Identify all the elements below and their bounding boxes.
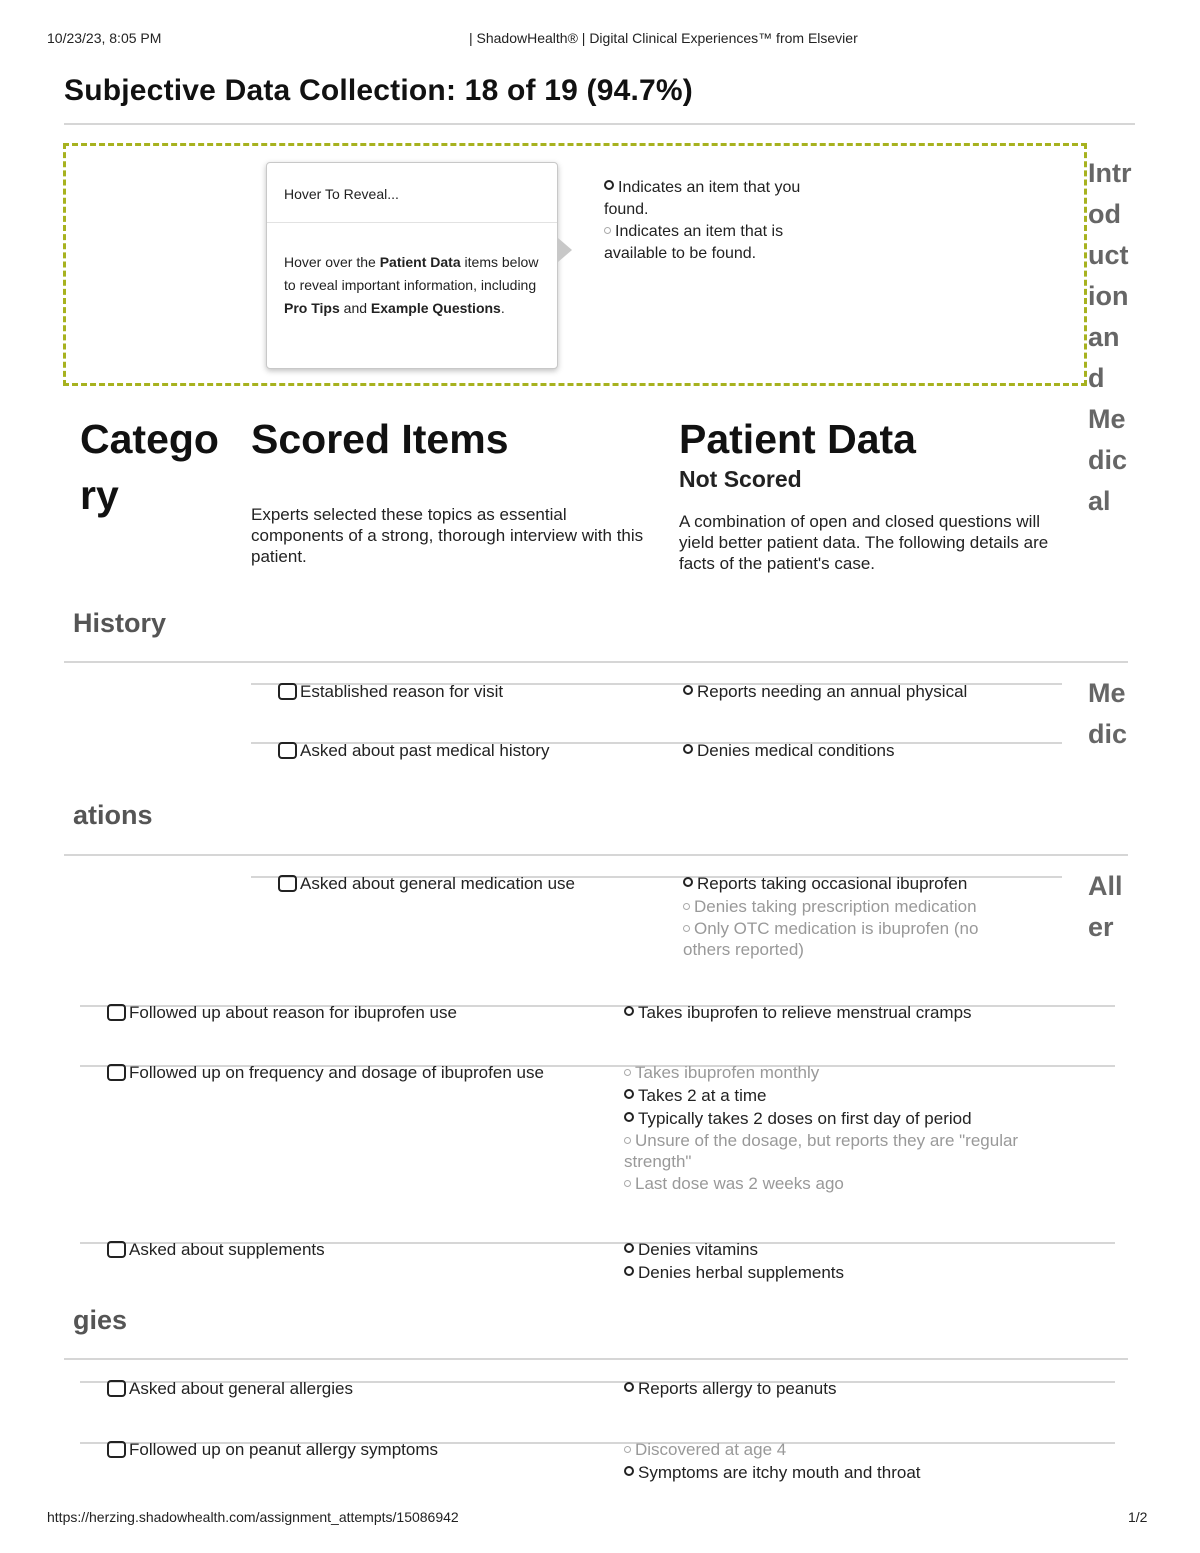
section-divider: [64, 854, 1128, 856]
scored-items-header: Scored Items: [251, 416, 509, 462]
scored-item[interactable]: Asked about supplements: [107, 1238, 325, 1261]
checkbox-icon: [107, 1004, 126, 1021]
side-label-allergies: Aller: [1088, 871, 1123, 942]
legend-key: [604, 177, 804, 265]
patient-data-item[interactable]: Last dose was 2 weeks ago: [624, 1172, 1064, 1195]
patient-data-item[interactable]: Typically takes 2 doses on first day of period: [624, 1107, 1064, 1130]
patient-data-item[interactable]: Discovered at age 4: [624, 1438, 921, 1461]
patient-data-item[interactable]: Only OTC medication is ibuprofen (no others reported): [683, 919, 979, 959]
section-history: History: [73, 608, 167, 638]
checkbox-icon: [278, 742, 297, 759]
found-dot-icon: [683, 744, 693, 754]
patient-data-list[interactable]: [683, 872, 1013, 960]
patient-data-description: A combination of open and closed questions will yield better patient data. The following details are facts of the patient's case.: [679, 512, 1049, 573]
available-dot-icon: [683, 925, 690, 932]
print-datetime: 10/23/23, 8:05 PM: [47, 30, 162, 46]
print-url: https://herzing.shadowhealth.com/assignment_attempts/15086942: [47, 1509, 459, 1525]
found-dot-icon: [624, 1382, 634, 1392]
patient-data-list[interactable]: [624, 1001, 972, 1024]
found-dot-icon: [683, 685, 693, 695]
print-page-title: | ShadowHealth® | Digital Clinical Experiences™ from Elsevier: [469, 30, 858, 46]
print-page-number: 1/2: [1128, 1509, 1148, 1525]
found-dot-icon: [624, 1466, 634, 1476]
patient-data-item[interactable]: Takes 2 at a time: [624, 1084, 1064, 1107]
patient-data-item[interactable]: Reports allergy to peanuts: [624, 1377, 836, 1400]
section-divider: [64, 661, 1128, 663]
patient-data-list[interactable]: [683, 739, 895, 762]
patient-data-item[interactable]: Denies medical conditions: [683, 739, 895, 762]
patient-data-item[interactable]: Takes ibuprofen to relieve menstrual cramps: [624, 1001, 972, 1024]
legend-found: Indicates an item that you found.: [604, 179, 801, 218]
checkbox-icon: [278, 683, 297, 700]
scored-item[interactable]: Followed up about reason for ibuprofen use: [107, 1001, 457, 1024]
legend-available: Indicates an item that is available to be found.: [604, 223, 784, 262]
patient-data-item[interactable]: Reports taking occasional ibuprofen: [683, 872, 1013, 895]
scored-item[interactable]: Asked about general medication use: [278, 872, 575, 895]
patient-data-header: Patient Data: [679, 416, 916, 462]
patient-data-list[interactable]: [624, 1377, 836, 1400]
category-header: Category: [80, 416, 219, 518]
checkbox-icon: [107, 1441, 126, 1458]
title-divider: [64, 123, 1135, 125]
found-dot-icon: [624, 1266, 634, 1276]
available-dot-icon: [624, 1069, 631, 1076]
patient-data-item[interactable]: Denies vitamins: [624, 1238, 844, 1261]
side-label-medications: Medic: [1088, 678, 1128, 749]
scored-item[interactable]: Followed up on peanut allergy symptoms: [107, 1438, 438, 1461]
patient-data-list[interactable]: [683, 680, 967, 703]
not-scored-label: Not Scored: [679, 466, 802, 492]
checkbox-icon: [107, 1064, 126, 1081]
available-dot-icon: [683, 903, 690, 910]
scored-item[interactable]: Asked about past medical history: [278, 739, 549, 762]
found-dot-icon: [624, 1243, 634, 1253]
available-dot-icon: [624, 1180, 631, 1187]
section-divider: [64, 1358, 1128, 1360]
legend-box: [63, 143, 1087, 386]
found-dot-icon: [604, 180, 614, 190]
patient-data-list[interactable]: [624, 1238, 844, 1284]
tooltip-heading: Hover To Reveal...: [284, 186, 399, 202]
patient-data-item[interactable]: Reports needing an annual physical: [683, 680, 967, 703]
patient-data-item[interactable]: Takes ibuprofen monthly: [624, 1061, 1064, 1084]
tooltip-body: Hover over the Patient Data items below to reveal important information, including Pro Tips and Example Questions.: [284, 254, 539, 316]
scored-item[interactable]: Established reason for visit: [278, 680, 503, 703]
patient-data-list[interactable]: [624, 1438, 921, 1484]
scored-items-description: Experts selected these topics as essential components of a strong, thorough interview with this patient.: [251, 505, 644, 566]
section-allergies: gies: [73, 1305, 128, 1335]
tooltip-divider: [267, 222, 557, 223]
found-dot-icon: [683, 877, 693, 887]
available-dot-icon: [604, 227, 611, 234]
available-dot-icon: [624, 1446, 631, 1453]
tooltip-arrow-icon: [558, 238, 572, 262]
checkbox-icon: [107, 1380, 126, 1397]
page-title: Subjective Data Collection: 18 of 19 (94.7%): [64, 74, 693, 107]
available-dot-icon: [624, 1137, 631, 1144]
patient-data-list[interactable]: [624, 1061, 1064, 1195]
found-dot-icon: [624, 1112, 634, 1122]
section-medications: ations: [73, 800, 153, 830]
found-dot-icon: [624, 1006, 634, 1016]
hover-tooltip: [266, 162, 558, 369]
found-dot-icon: [624, 1089, 634, 1099]
patient-data-item[interactable]: Denies herbal supplements: [624, 1261, 844, 1284]
scored-item[interactable]: Asked about general allergies: [107, 1377, 353, 1400]
side-label-intro: Introduction and Medical: [1088, 158, 1132, 516]
patient-data-item[interactable]: Symptoms are itchy mouth and throat: [624, 1461, 921, 1484]
checkbox-icon: [278, 875, 297, 892]
patient-data-item[interactable]: Unsure of the dosage, but reports they are "regular strength": [624, 1131, 1019, 1171]
patient-data-item[interactable]: Denies taking prescription medication: [683, 895, 1013, 918]
scored-item[interactable]: Followed up on frequency and dosage of ibuprofen use: [107, 1061, 544, 1084]
checkbox-icon: [107, 1241, 126, 1258]
